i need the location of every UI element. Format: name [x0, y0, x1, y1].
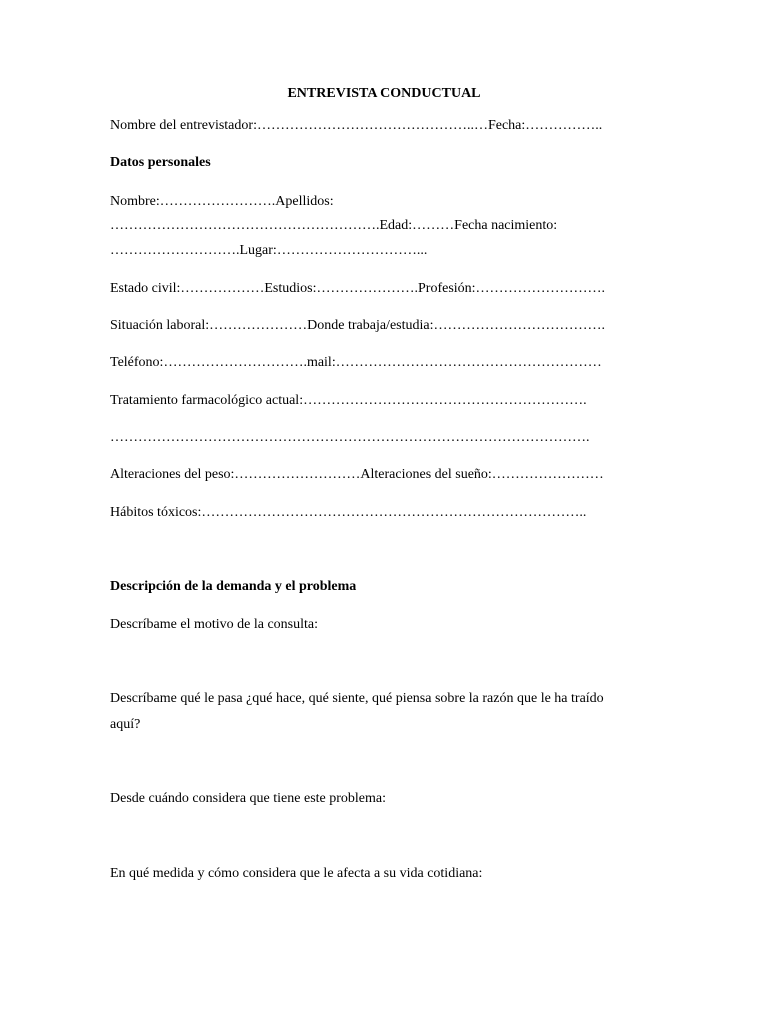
interviewer-line: Nombre del entrevistador:………………………………………..…Fecha:…………….. [110, 118, 603, 133]
treatment-continuation-line: …………………………………………………………………………………………. [110, 430, 590, 445]
personal-data-heading: Datos personales [110, 155, 211, 170]
question-consultation-reason: Descríbame el motivo de la consulta: [110, 617, 318, 632]
demand-heading: Descripción de la demanda y el problema [110, 579, 357, 594]
question-since-when: Desde cuándo considera que tiene este problema: [110, 791, 387, 806]
name-line: Nombre:…………………….Apellidos: [110, 194, 334, 209]
phone-line: Teléfono:………………………….mail:………………………………………………… [110, 355, 602, 370]
civil-status-line: Estado civil:………………Estudios:………………….Profesión:………………………. [110, 281, 606, 296]
place-line: ……………………….Lugar:…………………………... [110, 243, 428, 258]
treatment-line: Tratamiento farmacológico actual:……………………………………………………. [110, 393, 587, 408]
alterations-line: Alteraciones del peso:………………………Alteraciones del sueño:…………………… [110, 467, 604, 482]
toxic-habits-line: Hábitos tóxicos:……………………………………………………………………….. [110, 505, 587, 520]
document-title: ENTREVISTA CONDUCTUAL [287, 86, 481, 101]
question-what-happens-line1: Descríbame qué le pasa ¿qué hace, qué siente, qué piensa sobre la razón que le ha traído [110, 691, 604, 706]
question-what-happens-line2: aquí? [110, 717, 141, 732]
work-situation-line: Situación laboral:…………………Donde trabaja/estudia:………………………………. [110, 318, 605, 333]
age-line: ………………………………………………….Edad:………Fecha nacimiento: [110, 218, 558, 233]
question-daily-impact: En qué medida y cómo considera que le afecta a su vida cotidiana: [110, 866, 483, 881]
